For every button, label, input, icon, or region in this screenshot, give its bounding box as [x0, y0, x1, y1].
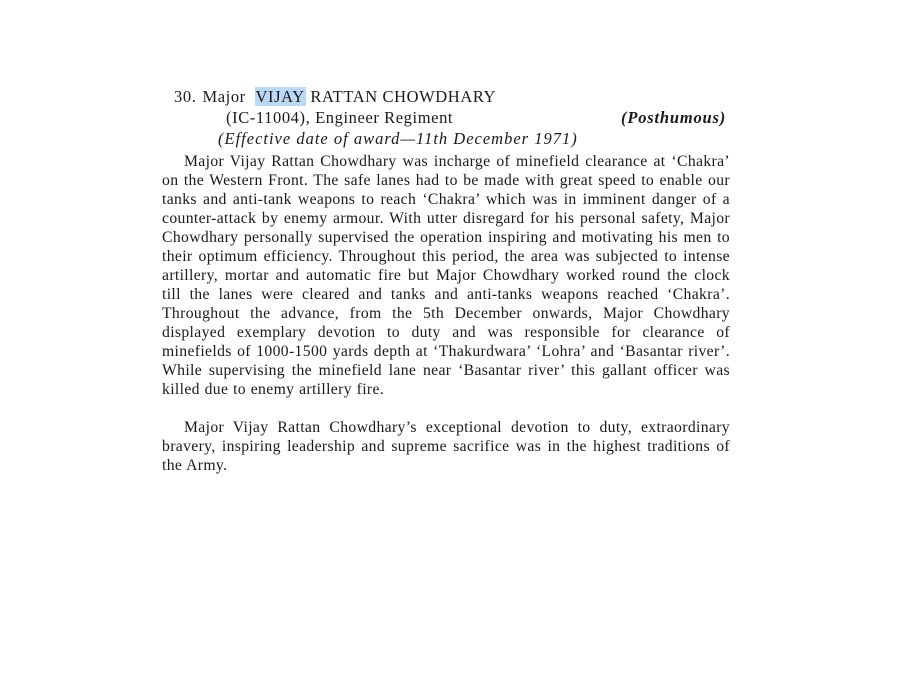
citation-subheading — [226, 107, 726, 128]
effective-date: (Effective date of award—11th December 1971) — [218, 129, 578, 148]
citation-id-regiment: (IC-11004), Engineer Regiment — [226, 108, 454, 127]
citation-heading — [174, 86, 730, 107]
citation-serial: 30. — [174, 87, 197, 106]
highlighted-name[interactable]: VIJAY — [255, 87, 305, 106]
citation-paragraph-2: Major Vijay Rattan Chowdhary’s exceptional devotion to duty, extraordinary bravery, inspiring leadership and supreme sacrifice was in the highest traditions of the Army. — [162, 419, 730, 474]
citation-document — [162, 86, 730, 475]
posthumous-label: (Posthumous) — [621, 108, 726, 127]
citation-rank: Major — [202, 87, 246, 106]
citation-paragraph-1: Major Vijay Rattan Chowdhary was incharge of minefield clearance at ‘Chakra’ on the Western Front. The safe lanes had to be made with great speed to enable our tanks and anti-tank weapons to reach ‘Chakra’ which was in imminent danger of a counter-attack by enemy armour. With utter disregard for his personal safety, Major Chowdhary personally supervised the operation inspiring and motivating his men to their optimum efficiency. Throughout this period, the area was subjected to intense artillery, mortar and automatic fire but Major Chowdhary worked round the clock till the lanes were cleared and tanks and anti-tanks weapons reached ‘Chakra’. Throughout the advance, from the 5th December onwards, Major Chowdhary displayed exemplary devotion to duty and was responsible for clearance of minefields of 1000-1500 yards depth at ‘Thakurdwara’ ‘Lohra’ and ‘Basantar river’. While supervising the minefield lane near ‘Basantar river’ this gallant officer was killed due to enemy artillery fire. — [162, 153, 730, 398]
citation-surname: RATTAN CHOWDHARY — [310, 87, 497, 106]
